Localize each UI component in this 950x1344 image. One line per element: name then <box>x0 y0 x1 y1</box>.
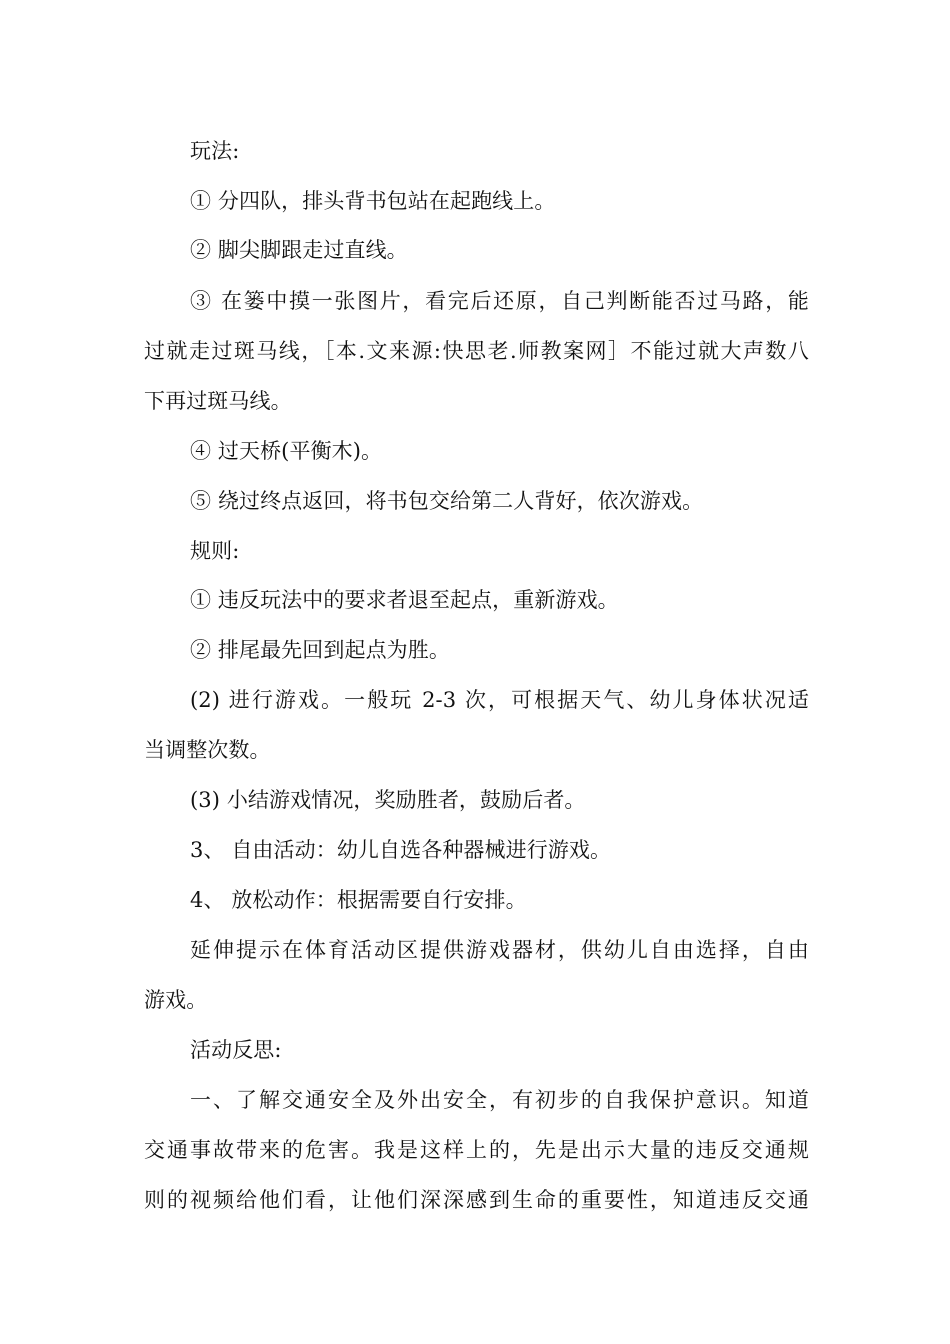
game-step-2-line-2: 当调整次数。 <box>144 738 271 762</box>
reflection-line-3: 则的视频给他们看，让他们深深感到生命的重要性，知道违反交通 <box>144 1188 809 1212</box>
rule-1: ① 违反玩法中的要求者退至起点，重新游戏。 <box>190 588 619 612</box>
rules-heading: 规则: <box>190 539 240 563</box>
play-step-4: ④ 过天桥(平衡木)。 <box>190 439 383 463</box>
reflection-heading: 活动反思: <box>190 1038 282 1062</box>
play-method-heading: 玩法: <box>190 139 240 163</box>
extension-tip-line-1: 延伸提示在体育活动区提供游戏器材，供幼儿自由选择，自由 <box>190 938 809 962</box>
play-step-3-line-1: ③ 在篓中摸一张图片，看完后还原，自己判断能否过马路，能 <box>190 289 809 313</box>
play-step-3-line-2: 过就走过斑马线，［本.文来源:快思老.师教案网］不能过就大声数八 <box>144 339 809 363</box>
reflection-line-2: 交通事故带来的危害。我是这样上的，先是出示大量的违反交通规 <box>144 1138 809 1162</box>
game-step-2-line-1: (2) 进行游戏。一般玩 2-3 次，可根据天气、幼儿身体状况适 <box>190 688 809 712</box>
rule-2: ② 排尾最先回到起点为胜。 <box>190 638 450 662</box>
play-step-2: ② 脚尖脚跟走过直线。 <box>190 238 408 262</box>
play-step-3-line-3: 下再过斑马线。 <box>144 389 292 413</box>
play-step-5: ⑤ 绕过终点返回，将书包交给第二人背好，依次游戏。 <box>190 489 704 513</box>
play-step-1: ① 分四队，排头背书包站在起跑线上。 <box>190 189 556 213</box>
free-activity: 3、 自由活动：幼儿自选各种器械进行游戏。 <box>190 838 612 862</box>
reflection-line-1: 一、了解交通安全及外出安全，有初步的自我保护意识。知道 <box>190 1088 809 1112</box>
relax-action: 4、 放松动作：根据需要自行安排。 <box>190 888 527 912</box>
extension-tip-line-2: 游戏。 <box>144 988 208 1012</box>
game-step-3: (3) 小结游戏情况，奖励胜者，鼓励后者。 <box>190 788 586 812</box>
